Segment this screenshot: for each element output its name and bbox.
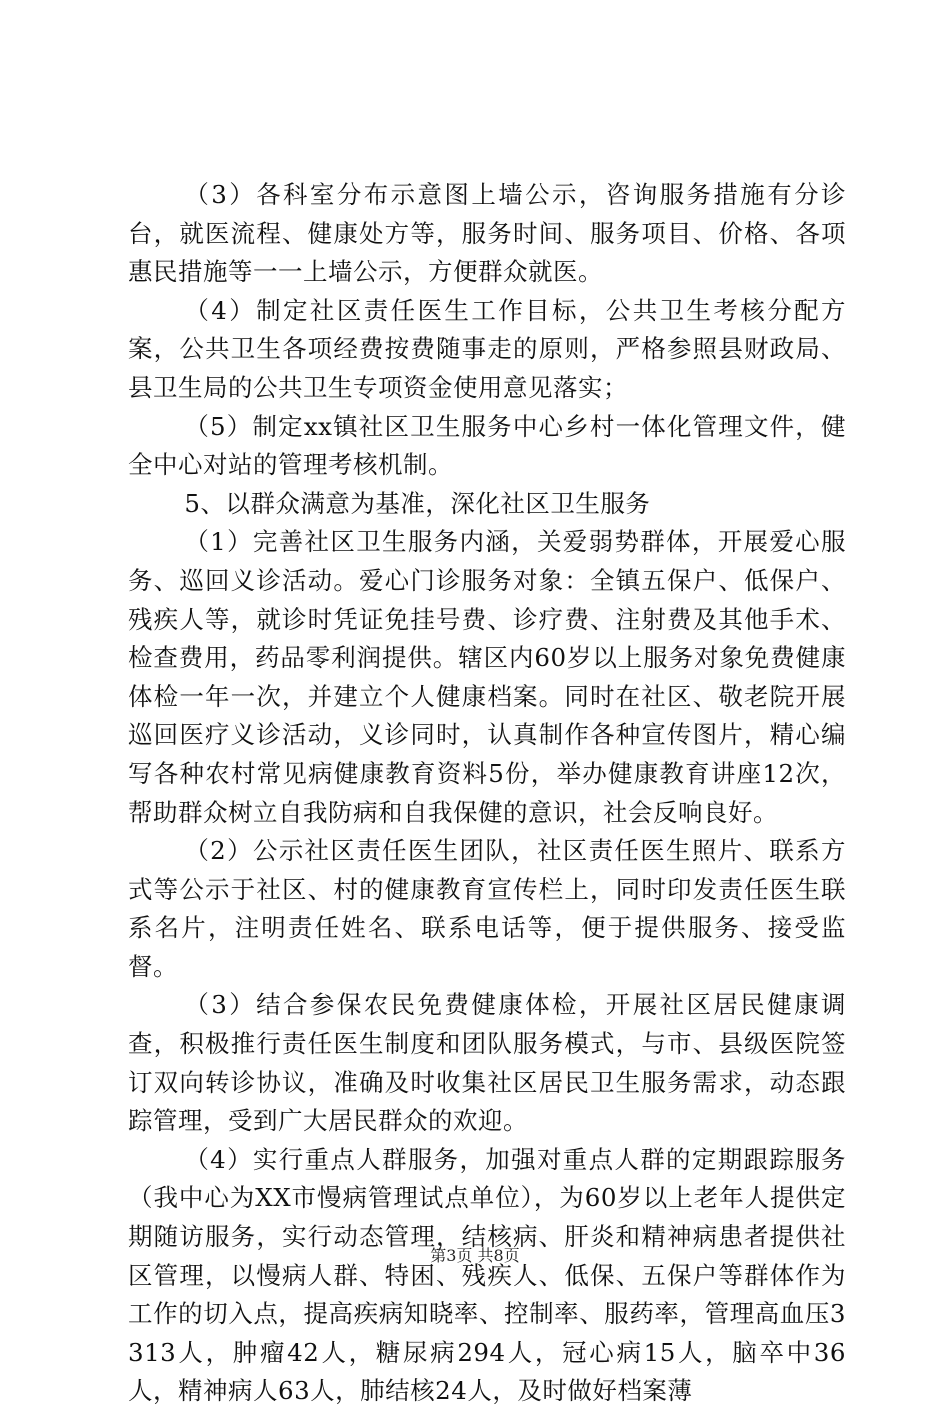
paragraph-item-5: （5）制定xx镇社区卫生服务中心乡村一体化管理文件，健全中心对站的管理考核机制。 <box>128 411 846 480</box>
document-body <box>128 176 846 1411</box>
page-number-footer: 第3页 共8页 <box>430 1246 520 1265</box>
paragraph-sub-2: （2）公示社区责任医生团队，社区责任医生照片、联系方式等公示于社区、村的健康教育宣传栏上，同时印发责任医生联系名片，注明责任姓名、联系电话等，便于提供服务、接受监督。 <box>128 836 846 981</box>
paragraph-sub-3: （3）结合参保农民免费健康体检，开展社区居民健康调查，积极推行责任医生制度和团队服务模式，与市、县级医院签订双向转诊协议，准确及时收集社区居民卫生服务需求，动态跟踪管理，受到广大居民群众的欢迎。 <box>128 990 846 1136</box>
paragraph-sub-1: （1）完善社区卫生服务内涵，关爱弱势群体，开展爱心服务、巡回义诊活动。爱心门诊服务对象：全镇五保户、低保户、残疾人等，就诊时凭证免挂号费、诊疗费、注射费及其他手术、检查费用，药品零利润提供。辖区内60岁以上服务对象免费健康体检一年一次，并建立个人健康档案。同时在社区、敬老院开展巡回医疗义诊活动，义诊同时，认真制作各种宣传图片，精心编写各种农村常见病健康教育资料5份，举办健康教育讲座12次，帮助群众树立自我防病和自我保健的意识，社会反响良好。 <box>128 527 846 827</box>
paragraph-item-3: （3）各科室分布示意图上墙公示，咨询服务措施有分诊台，就医流程、健康处方等，服务时间、服务项目、价格、各项惠民措施等一一上墙公示，方便群众就医。 <box>128 180 846 287</box>
paragraph-sub-4: （4）实行重点人群服务，加强对重点人群的定期跟踪服务（我中心为XX市慢病管理试点单位），为60岁以上老年人提供定期随访服务，实行动态管理，结核病、肝炎和精神病患者提供社区管理，以慢病人群、特困、残疾人、低保、五保户等群体作为工作的切入点，提高疾病知晓率、控制率、服药率，管理高血压3313人，肿瘤42人，糖尿病294人，冠心病15人，脑卒中36人，精神病人63人，肺结核24人，及时做好档案薄 <box>128 1144 846 1406</box>
section-heading-5: 5、以群众满意为基准，深化社区卫生服务 <box>184 488 651 518</box>
paragraph-item-4: （4）制定社区责任医生工作目标，公共卫生考核分配方案，公共卫生各项经费按费随事走的原则，严格参照县财政局、县卫生局的公共卫生专项资金使用意见落实； <box>128 295 846 402</box>
